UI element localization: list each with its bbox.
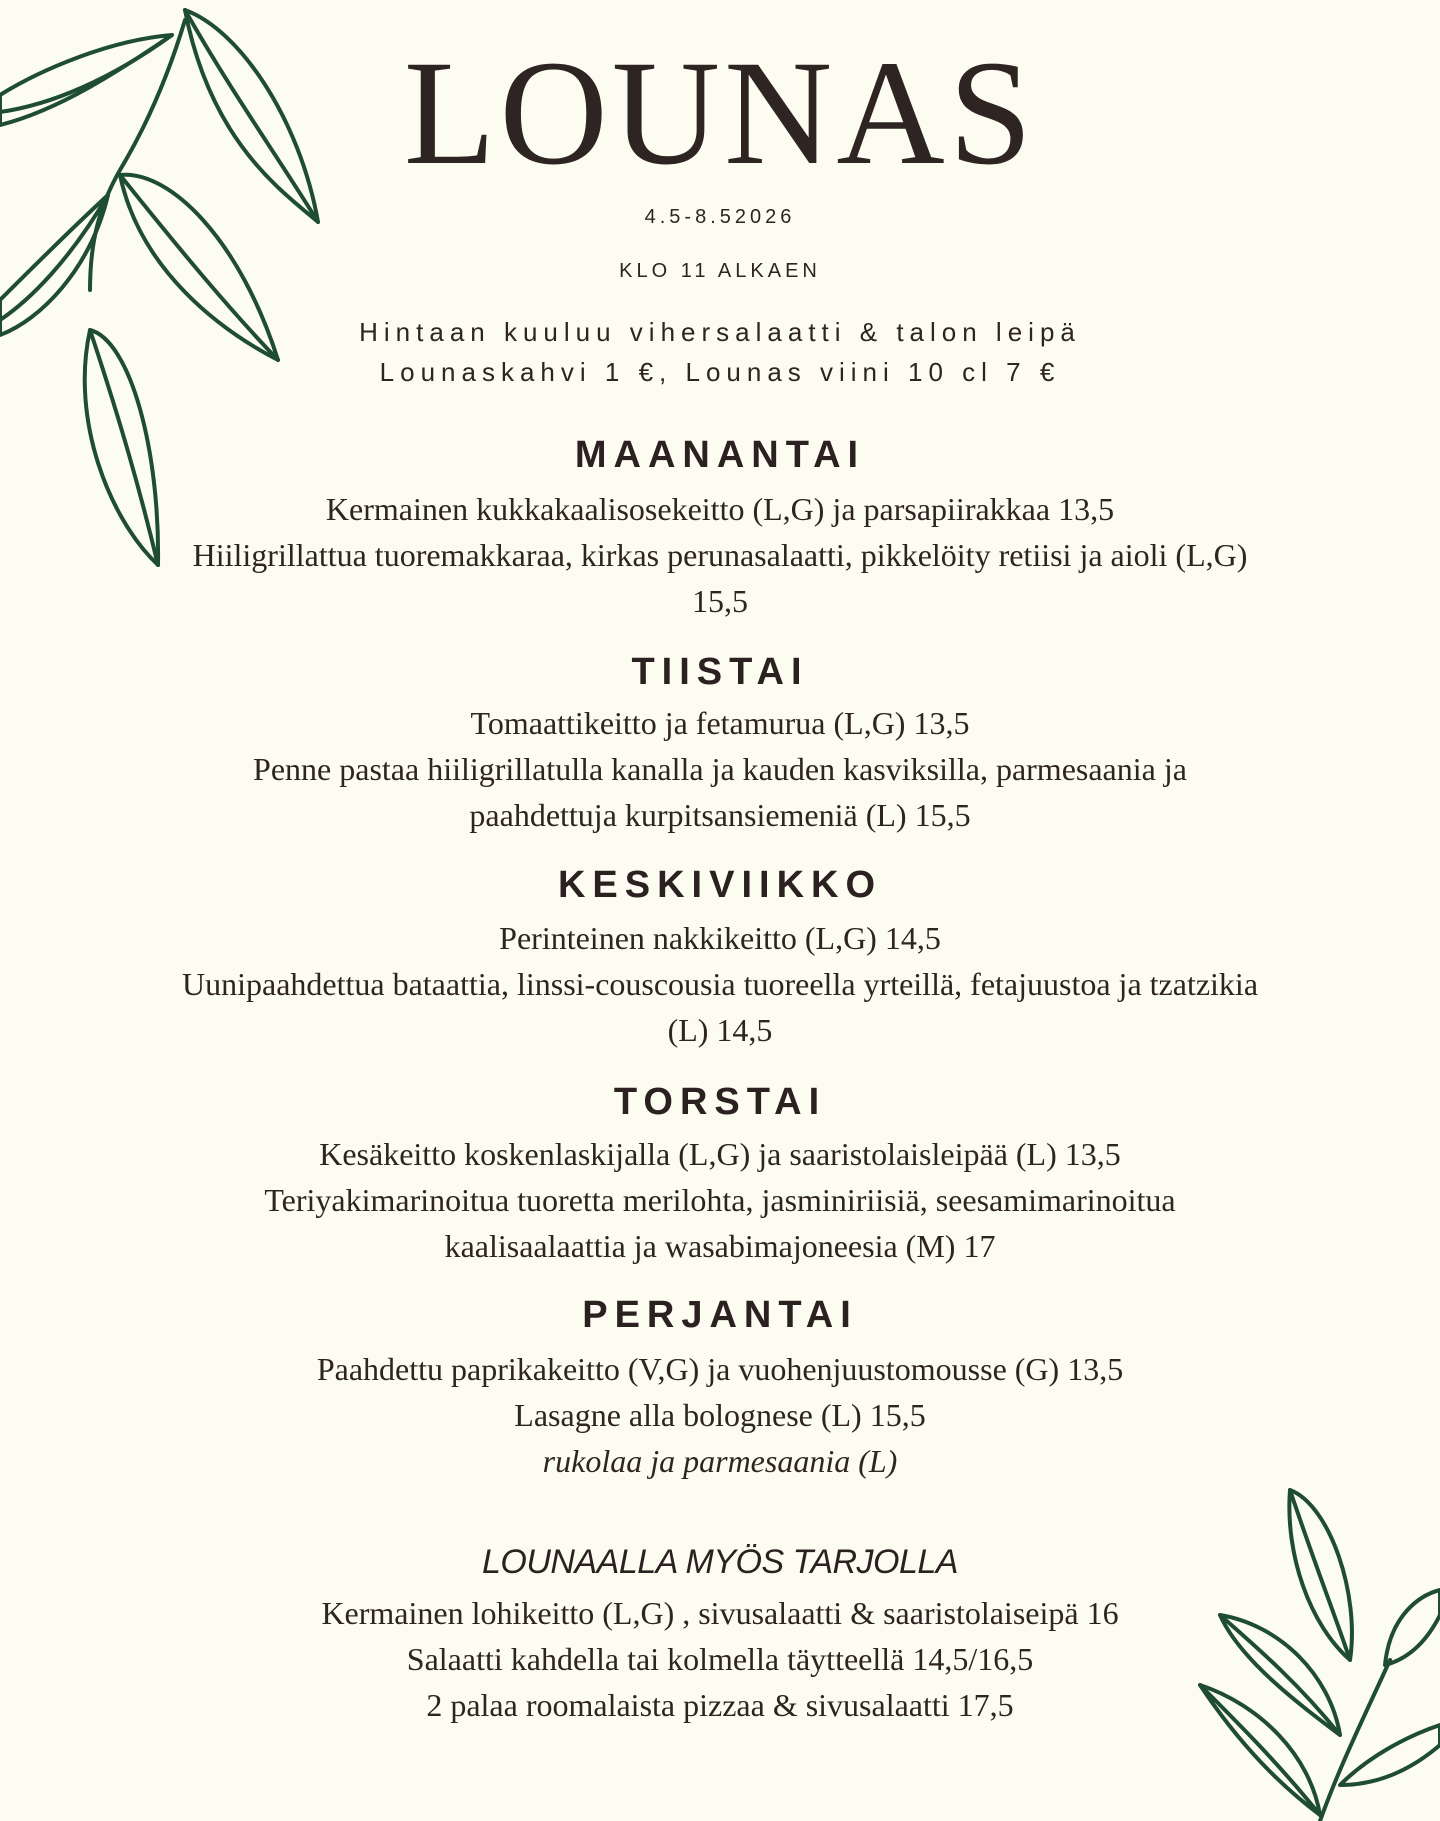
dish-item: Lasagne alla bolognese (L) 15,5 bbox=[514, 1397, 926, 1433]
dish-item: Uunipaahdettua bataattia, linssi-couscousia tuoreella yrteillä, fetajuustoa ja tzatzikia (L) 14,5 bbox=[181, 966, 1259, 1048]
serving-time: KLO 11 ALKAEN bbox=[619, 260, 821, 282]
day-heading-wednesday: KESKIVIIKKO bbox=[557, 864, 883, 906]
dish-item: Perinteinen nakkikeitto (L,G) 14,5 bbox=[499, 920, 941, 956]
day-heading-friday: PERJANTAI bbox=[582, 1294, 858, 1336]
extra-item: Salaatti kahdella tai kolmella täytteellä 14,5/16,5 bbox=[406, 1641, 1034, 1677]
dish-item: Kermainen kukkakaalisosekeitto (L,G) ja parsapiirakkaa 13,5 bbox=[325, 491, 1115, 527]
intro-text bbox=[0, 312, 1440, 392]
extras-list bbox=[180, 1590, 1260, 1728]
extra-item: Kermainen lohikeitto (L,G) , sivusalaatti & saaristolaiseipä 16 bbox=[321, 1595, 1119, 1631]
page-title: LOUNAS bbox=[403, 30, 1037, 196]
dish-item: Hiiligrillattua tuoremakkaraa, kirkas perunasalaatti, pikkelöity retiisi ja aioli (L,G) 15,5 bbox=[192, 537, 1248, 619]
extra-item: 2 palaa roomalaista pizzaa & sivusalaatti 17,5 bbox=[426, 1687, 1014, 1723]
date-range: 4.5-8.52026 bbox=[644, 206, 796, 228]
day-heading-tuesday: TIISTAI bbox=[631, 651, 809, 693]
dish-item: Kesäkeitto koskenlaskijalla (L,G) ja saaristolaisleipää (L) 13,5 bbox=[319, 1136, 1121, 1172]
day-dishes-monday bbox=[180, 486, 1260, 624]
day-heading-monday: MAANANTAI bbox=[574, 434, 866, 476]
day-dishes-friday bbox=[180, 1346, 1260, 1484]
dish-item: Teriyakimarinoitua tuoretta merilohta, jasminiriisiä, seesamimarinoitua kaalisaalaattia ja wasabimajoneesia (M) 17 bbox=[264, 1182, 1176, 1264]
dish-item: Paahdettu paprikakeitto (V,G) ja vuohenjuustomousse (G) 13,5 bbox=[316, 1351, 1124, 1387]
day-dishes-thursday bbox=[180, 1131, 1260, 1269]
dish-item: Tomaattikeitto ja fetamurua (L,G) 13,5 bbox=[470, 705, 970, 741]
day-dishes-wednesday bbox=[180, 915, 1260, 1053]
day-heading-thursday: TORSTAI bbox=[613, 1081, 827, 1123]
intro-line: Lounaskahvi 1 €, Lounas viini 10 cl 7 € bbox=[379, 357, 1061, 387]
extras-heading: LOUNAALLA MYÖS TARJOLLA bbox=[482, 1543, 958, 1581]
day-dishes-tuesday bbox=[180, 700, 1260, 838]
intro-line: Hintaan kuuluu vihersalaatti & talon leipä bbox=[359, 317, 1081, 347]
dish-note: rukolaa ja parmesaania (L) bbox=[542, 1443, 898, 1479]
dish-item: Penne pastaa hiiligrillatulla kanalla ja kauden kasviksilla, parmesaania ja paahdettuja kurpitsansiemeniä (L) 15,5 bbox=[253, 751, 1187, 833]
